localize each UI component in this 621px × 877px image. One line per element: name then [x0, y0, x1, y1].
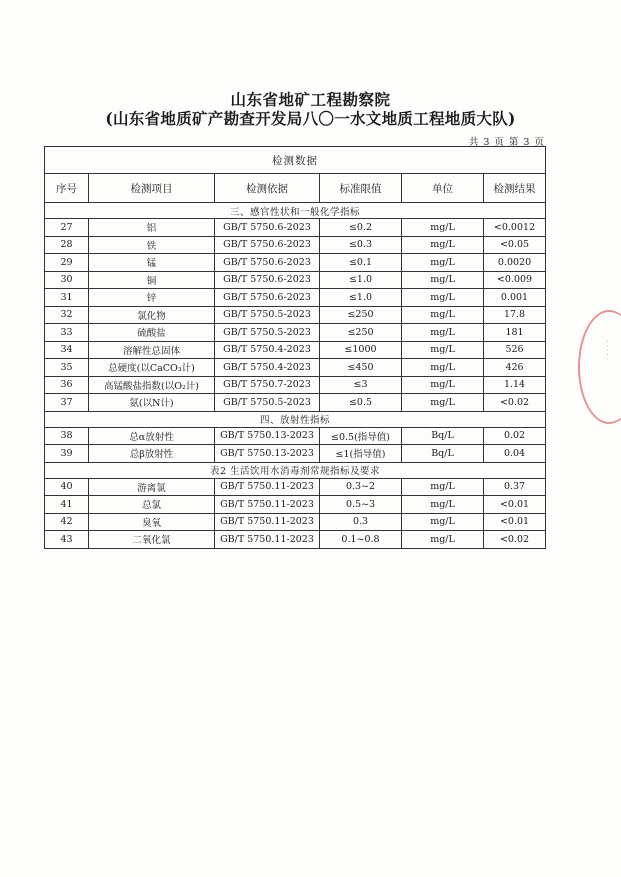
cell-limit: 0.5~3: [320, 496, 402, 514]
cell-unit: mg/L: [402, 394, 484, 412]
table-row: [45, 478, 546, 496]
cell-result: 1.14: [484, 376, 546, 394]
cell-basis: GB/T 5750.6-2023: [215, 289, 320, 307]
cell-limit: ≤1000: [320, 341, 402, 359]
cell-unit: mg/L: [402, 219, 484, 237]
section-row: [45, 203, 546, 219]
cell-item: 氯化物: [89, 306, 215, 324]
cell-unit: mg/L: [402, 376, 484, 394]
column-header-seq: 序号: [45, 174, 89, 203]
table-row: [45, 254, 546, 272]
cell-item: 氨(以N计): [89, 394, 215, 412]
cell-limit: ≤0.5(指导值): [320, 427, 402, 445]
cell-unit: mg/L: [402, 478, 484, 496]
table-row: [45, 271, 546, 289]
table-caption-row: [45, 147, 546, 174]
cell-item: 游离氯: [89, 478, 215, 496]
column-header-basis: 检测依据: [215, 174, 320, 203]
cell-item: 臭氧: [89, 513, 215, 531]
cell-unit: mg/L: [402, 289, 484, 307]
cell-unit: mg/L: [402, 531, 484, 549]
cell-result: <0.01: [484, 496, 546, 514]
table-row: [45, 324, 546, 342]
results-table: [44, 146, 546, 549]
cell-basis: GB/T 5750.7-2023: [215, 376, 320, 394]
cell-result: <0.05: [484, 236, 546, 254]
table-row: [45, 496, 546, 514]
cell-seq: 39: [45, 445, 89, 463]
column-header-unit: 单位: [402, 174, 484, 203]
table-row: [45, 219, 546, 237]
cell-result: 181: [484, 324, 546, 342]
cell-limit: 0.3: [320, 513, 402, 531]
cell-limit: ≤1.0: [320, 289, 402, 307]
cell-seq: 28: [45, 236, 89, 254]
cell-limit: ≤3: [320, 376, 402, 394]
column-header-limit: 标准限值: [320, 174, 402, 203]
cell-seq: 42: [45, 513, 89, 531]
cell-limit: ≤450: [320, 359, 402, 377]
cell-seq: 27: [45, 219, 89, 237]
cell-item: 总α放射性: [89, 427, 215, 445]
table-row: [45, 394, 546, 412]
table-row: [45, 531, 546, 549]
section-title: 四、放射性指标: [45, 411, 546, 427]
cell-item: 硫酸盐: [89, 324, 215, 342]
cell-basis: GB/T 5750.6-2023: [215, 219, 320, 237]
cell-result: <0.01: [484, 513, 546, 531]
cell-basis: GB/T 5750.4-2023: [215, 341, 320, 359]
section-title: 表2 生活饮用水消毒剂常规指标及要求: [45, 462, 546, 478]
cell-unit: mg/L: [402, 341, 484, 359]
table-row: [45, 376, 546, 394]
cell-seq: 31: [45, 289, 89, 307]
cell-item: 二氧化氯: [89, 531, 215, 549]
cell-result: 0.37: [484, 478, 546, 496]
cell-item: 铁: [89, 236, 215, 254]
cell-result: 17.8: [484, 306, 546, 324]
cell-basis: GB/T 5750.11-2023: [215, 478, 320, 496]
cell-result: <0.02: [484, 394, 546, 412]
cell-seq: 32: [45, 306, 89, 324]
cell-basis: GB/T 5750.13-2023: [215, 427, 320, 445]
cell-unit: Bq/L: [402, 445, 484, 463]
section-row: [45, 411, 546, 427]
cell-seq: 40: [45, 478, 89, 496]
cell-item: 总氯: [89, 496, 215, 514]
cell-unit: mg/L: [402, 271, 484, 289]
table-header-row: [45, 174, 546, 203]
cell-seq: 37: [45, 394, 89, 412]
cell-seq: 41: [45, 496, 89, 514]
table-row: [45, 289, 546, 307]
cell-item: 铝: [89, 219, 215, 237]
cell-basis: GB/T 5750.5-2023: [215, 394, 320, 412]
cell-result: 0.001: [484, 289, 546, 307]
table-row: [45, 236, 546, 254]
cell-basis: GB/T 5750.11-2023: [215, 496, 320, 514]
cell-unit: mg/L: [402, 306, 484, 324]
column-header-item: 检测项目: [89, 174, 215, 203]
cell-limit: ≤0.5: [320, 394, 402, 412]
cell-item: 铜: [89, 271, 215, 289]
cell-limit: ≤0.1: [320, 254, 402, 272]
cell-unit: mg/L: [402, 324, 484, 342]
cell-basis: GB/T 5750.11-2023: [215, 513, 320, 531]
column-header-result: 检测结果: [484, 174, 546, 203]
cell-basis: GB/T 5750.5-2023: [215, 324, 320, 342]
cell-result: <0.02: [484, 531, 546, 549]
cell-item: 溶解性总固体: [89, 341, 215, 359]
cell-seq: 43: [45, 531, 89, 549]
cell-item: 锌: [89, 289, 215, 307]
cell-item: 锰: [89, 254, 215, 272]
cell-item: 总硬度(以CaCO₃计): [89, 359, 215, 377]
cell-limit: ≤0.3: [320, 236, 402, 254]
cell-limit: ≤250: [320, 306, 402, 324]
document-subtitle: (山东省地质矿产勘查开发局八〇一水文地质工程地质大队): [105, 109, 516, 128]
cell-result: <0.009: [484, 271, 546, 289]
table-row: [45, 341, 546, 359]
cell-seq: 38: [45, 427, 89, 445]
cell-basis: GB/T 5750.6-2023: [215, 236, 320, 254]
cell-limit: ≤250: [320, 324, 402, 342]
cell-unit: mg/L: [402, 359, 484, 377]
cell-seq: 36: [45, 376, 89, 394]
section-title: 三、感官性状和一般化学指标: [45, 203, 546, 219]
cell-result: 0.0020: [484, 254, 546, 272]
cell-result: 0.04: [484, 445, 546, 463]
cell-limit: ≤1.0: [320, 271, 402, 289]
table-row: [45, 306, 546, 324]
cell-limit: 0.3~2: [320, 478, 402, 496]
cell-limit: ≤1(指导值): [320, 445, 402, 463]
table-caption: 检测数据: [45, 147, 546, 174]
table-row: [45, 513, 546, 531]
cell-unit: mg/L: [402, 496, 484, 514]
cell-result: 426: [484, 359, 546, 377]
cell-item: 总β放射性: [89, 445, 215, 463]
cell-result: 526: [484, 341, 546, 359]
cell-basis: GB/T 5750.4-2023: [215, 359, 320, 377]
cell-unit: mg/L: [402, 236, 484, 254]
cell-result: <0.0012: [484, 219, 546, 237]
section-row: [45, 462, 546, 478]
cell-basis: GB/T 5750.6-2023: [215, 254, 320, 272]
cell-seq: 33: [45, 324, 89, 342]
cell-seq: 35: [45, 359, 89, 377]
cell-unit: Bq/L: [402, 427, 484, 445]
cell-item: 高锰酸盐指数(以O₂计): [89, 376, 215, 394]
cell-seq: 29: [45, 254, 89, 272]
table-row: [45, 427, 546, 445]
page-number: 共 3 页 第 3 页: [468, 137, 545, 148]
cell-unit: mg/L: [402, 254, 484, 272]
cell-limit: 0.1~0.8: [320, 531, 402, 549]
cell-result: 0.02: [484, 427, 546, 445]
table-row: [45, 445, 546, 463]
cell-basis: GB/T 5750.13-2023: [215, 445, 320, 463]
cell-basis: GB/T 5750.6-2023: [215, 271, 320, 289]
document-title: 山东省地矿工程勘察院: [230, 90, 391, 109]
cell-limit: ≤0.2: [320, 219, 402, 237]
cell-unit: mg/L: [402, 513, 484, 531]
cell-basis: GB/T 5750.5-2023: [215, 306, 320, 324]
official-seal-text: · · · · ·: [603, 340, 611, 361]
cell-basis: GB/T 5750.11-2023: [215, 531, 320, 549]
cell-seq: 30: [45, 271, 89, 289]
cell-seq: 34: [45, 341, 89, 359]
table-row: [45, 359, 546, 377]
